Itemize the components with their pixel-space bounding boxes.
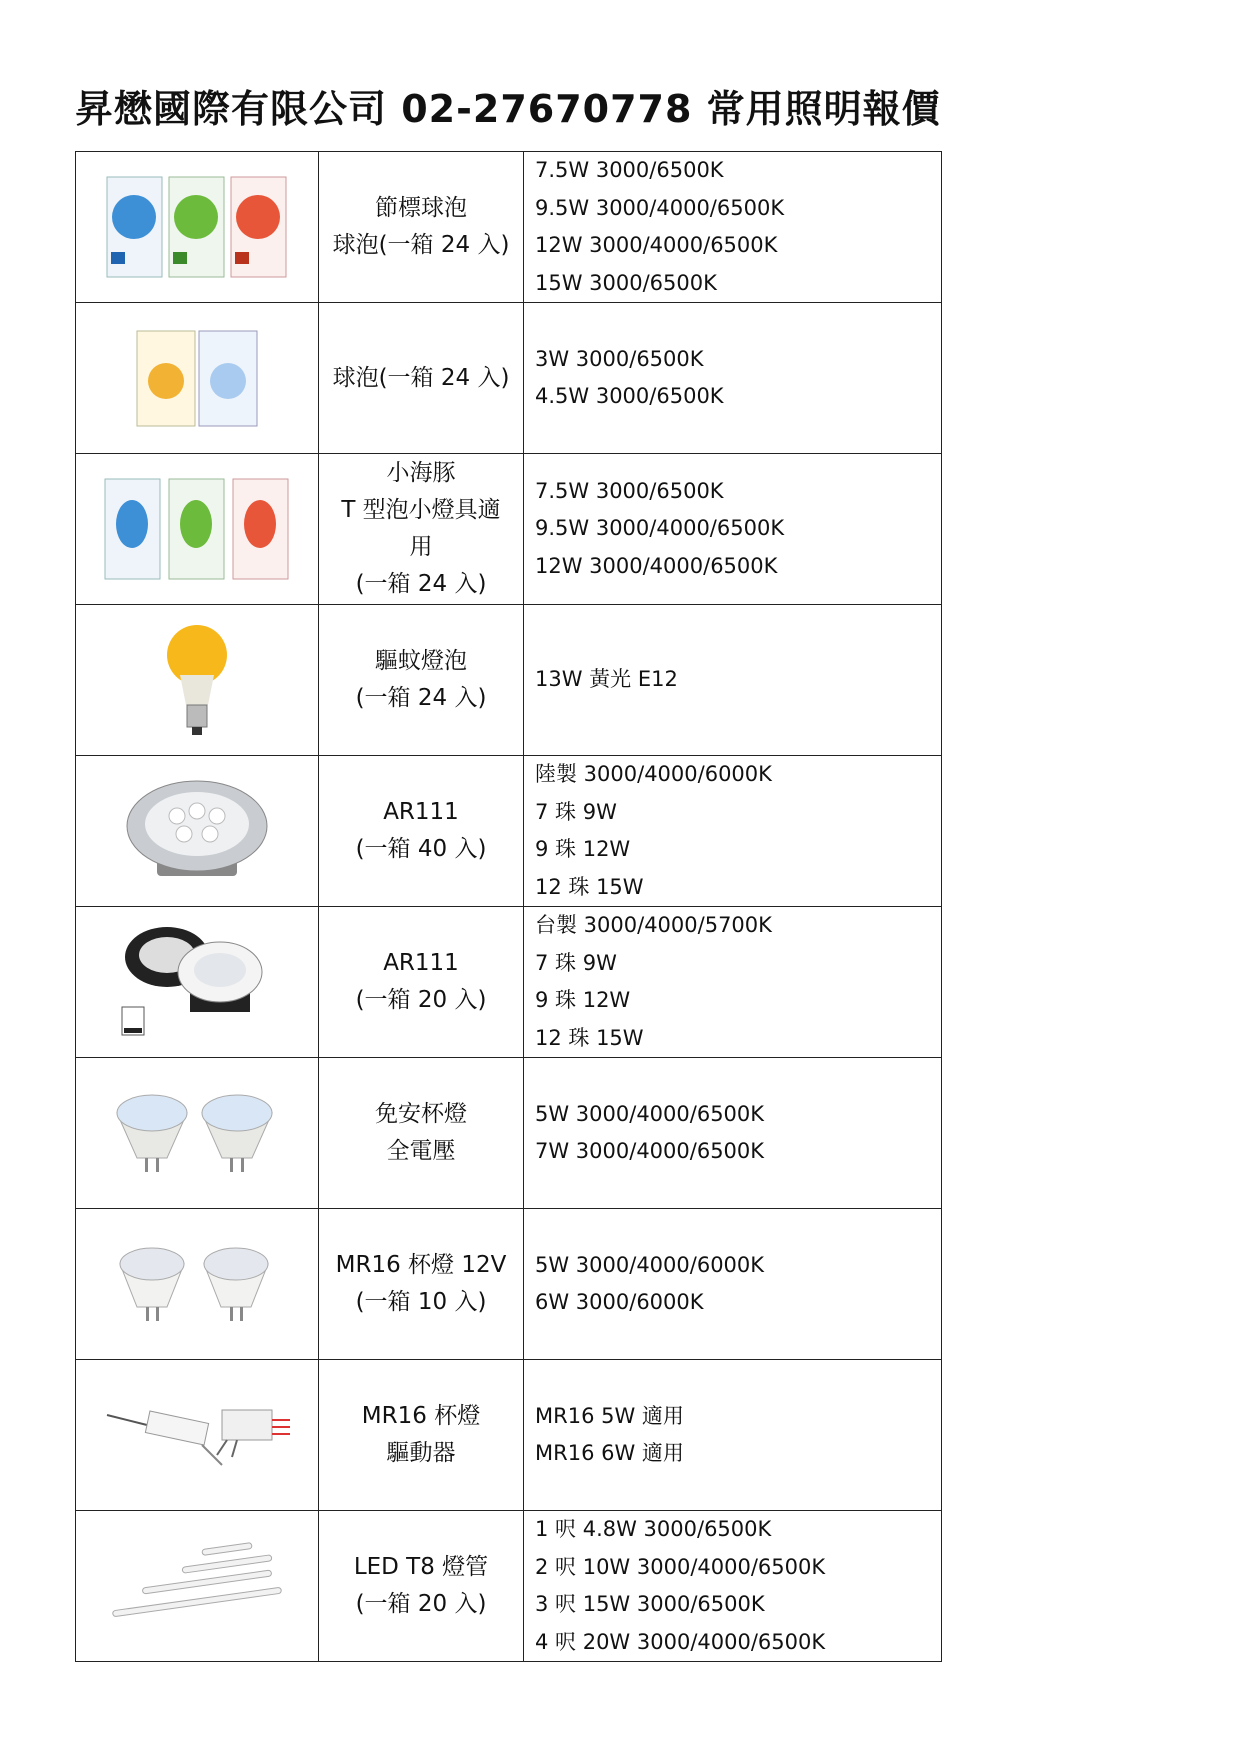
t8-tube-image (76, 1511, 319, 1662)
ar111-black-white-image (76, 907, 319, 1058)
product-specs: MR16 5W 適用 MR16 6W 適用 (524, 1360, 942, 1511)
product-name: LED T8 燈管 (一箱 20 入) (319, 1511, 524, 1662)
driver-image (76, 1360, 319, 1511)
product-name: 小海豚 T 型泡小燈具適 用 (一箱 24 入) (319, 454, 524, 605)
mini-bulb-boxes-image (76, 303, 319, 454)
table-row (76, 605, 942, 756)
product-specs: 7.5W 3000/6500K 9.5W 3000/4000/6500K 12W 3000/4000/6500K 15W 3000/6500K (524, 152, 942, 303)
table-row (76, 1360, 942, 1511)
product-specs: 1 呎 4.8W 3000/6500K 2 呎 10W 3000/4000/6500K 3 呎 15W 3000/6500K 4 呎 20W 3000/4000/6500K (524, 1511, 942, 1662)
ar111-silver-image (76, 756, 319, 907)
product-specs: 5W 3000/4000/6500K 7W 3000/4000/6500K (524, 1058, 942, 1209)
bulb-boxes-image (76, 152, 319, 303)
product-name: 節標球泡 球泡(一箱 24 入) (319, 152, 524, 303)
cup-lamp-image (76, 1058, 319, 1209)
product-specs: 陸製 3000/4000/6000K 7 珠 9W 9 珠 12W 12 珠 15W (524, 756, 942, 907)
t-bulb-boxes-image (76, 454, 319, 605)
yellow-bulb-image (76, 605, 319, 756)
table-row (76, 1209, 942, 1360)
table-row (76, 303, 942, 454)
product-name: MR16 杯燈 驅動器 (319, 1360, 524, 1511)
product-name: AR111 (一箱 20 入) (319, 907, 524, 1058)
table-row (76, 1511, 942, 1662)
table-row (76, 454, 942, 605)
mr16-image (76, 1209, 319, 1360)
table-row (76, 1058, 942, 1209)
page-title: 昇懋國際有限公司 02-27670778 常用照明報價 (75, 87, 941, 131)
product-specs: 13W 黃光 E12 (524, 605, 942, 756)
product-specs: 3W 3000/6500K 4.5W 3000/6500K (524, 303, 942, 454)
product-name: 球泡(一箱 24 入) (319, 303, 524, 454)
product-specs: 7.5W 3000/6500K 9.5W 3000/4000/6500K 12W 3000/4000/6500K (524, 454, 942, 605)
price-table (75, 151, 942, 1662)
product-name: 驅蚊燈泡 (一箱 24 入) (319, 605, 524, 756)
table-row (76, 152, 942, 303)
table-row (76, 907, 942, 1058)
product-name: AR111 (一箱 40 入) (319, 756, 524, 907)
table-row (76, 756, 942, 907)
product-name: 免安杯燈 全電壓 (319, 1058, 524, 1209)
product-specs: 台製 3000/4000/5700K 7 珠 9W 9 珠 12W 12 珠 15W (524, 907, 942, 1058)
product-specs: 5W 3000/4000/6000K 6W 3000/6000K (524, 1209, 942, 1360)
product-name: MR16 杯燈 12V (一箱 10 入) (319, 1209, 524, 1360)
